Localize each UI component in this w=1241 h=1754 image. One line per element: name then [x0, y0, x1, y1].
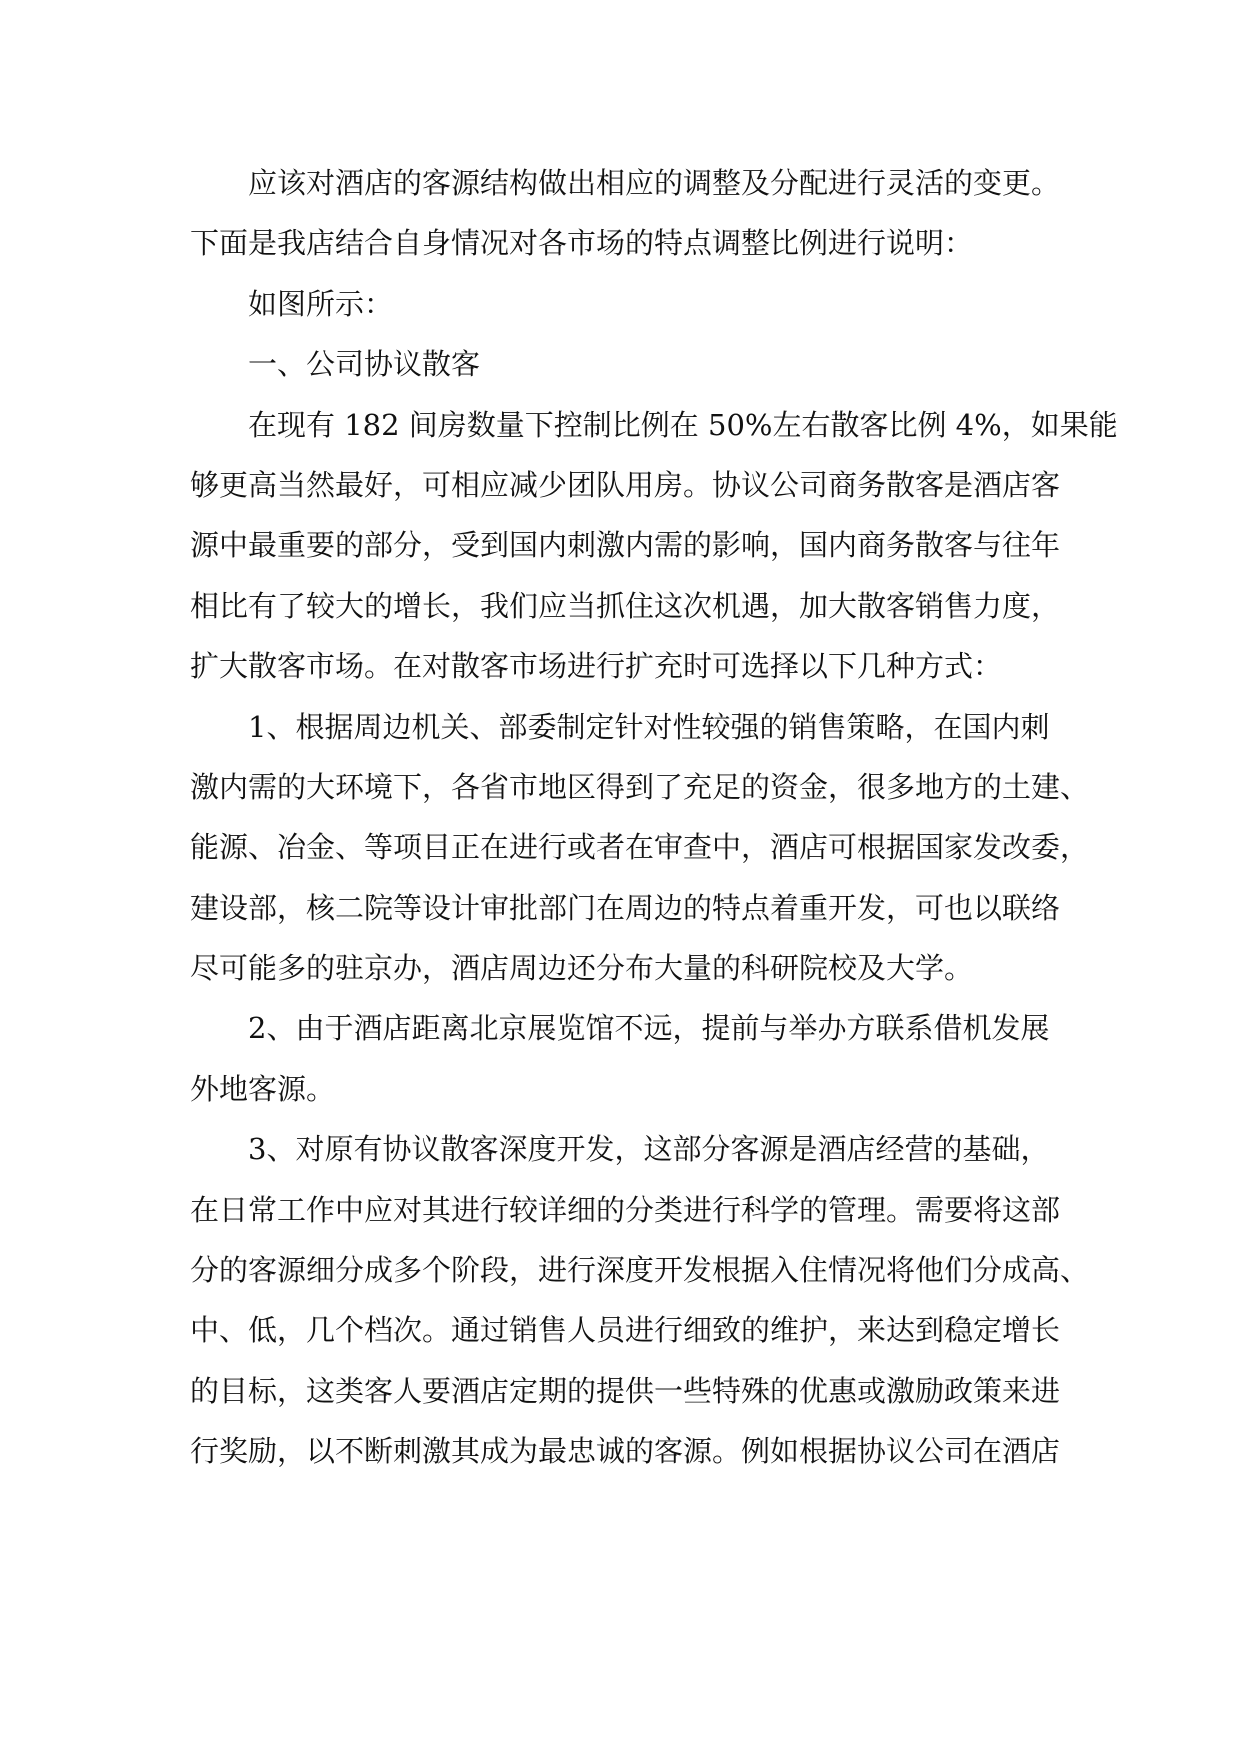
list-item-line: 分的客源细分成多个阶段，进行深度开发根据入住情况将他们分成高、 [190, 1253, 1090, 1288]
paragraph-line: 应该对酒店的客源结构做出相应的调整及分配进行灵活的变更。 [248, 166, 1061, 200]
list-item-line: 1、根据周边机关、部委制定针对性较强的销售策略，在国内刺 [248, 709, 1050, 744]
list-item-line: 外地客源。 [190, 1071, 336, 1106]
list-item-line: 3、对原有协议散客深度开发，这部分客源是酒店经营的基础， [248, 1132, 1050, 1167]
paragraph-line: 相比有了较大的增长，我们应当抓住这次机遇，加大散客销售力度， [190, 588, 1061, 623]
paragraph-line: 如图所示： [248, 286, 394, 321]
section-heading: 一、公司协议散客 [248, 347, 481, 382]
list-item-line: 在日常工作中应对其进行较详细的分类进行科学的管理。需要将这部 [190, 1192, 1061, 1227]
paragraph-line: 源中最重要的部分，受到国内刺激内需的影响，国内商务散客与往年 [190, 528, 1061, 563]
paragraph-line: 够更高当然最好，可相应减少团队用房。协议公司商务散客是酒店客 [190, 467, 1061, 502]
paragraph-line: 下面是我店结合自身情况对各市场的特点调整比例进行说明： [190, 226, 974, 261]
list-item-line: 的目标，这类客人要酒店定期的提供一些特殊的优惠或激励政策来进 [190, 1373, 1061, 1408]
list-item-line: 中、低，几个档次。通过销售人员进行细致的维护，来达到稳定增长 [190, 1313, 1061, 1348]
document-body [190, 153, 1118, 1482]
list-item-line: 能源、冶金、等项目正在进行或者在审查中，酒店可根据国家发改委， [190, 830, 1090, 865]
list-item-line: 激内需的大环境下，各省市地区得到了充足的资金，很多地方的土建、 [190, 769, 1090, 804]
list-item-line: 2、由于酒店距离北京展览馆不远，提前与举办方联系借机发展 [248, 1011, 1050, 1046]
list-item-line: 建设部，核二院等设计审批部门在周边的特点着重开发，可也以联络 [190, 890, 1061, 925]
list-item-line: 行奖励，以不断刺激其成为最忠诚的客源。例如根据协议公司在酒店 [190, 1434, 1061, 1469]
list-item-line: 尽可能多的驻京办，酒店周边还分布大量的科研院校及大学。 [190, 951, 974, 986]
paragraph-line: 扩大散客市场。在对散客市场进行扩充时可选择以下几种方式： [190, 649, 1003, 684]
paragraph-line: 在现有 182 间房数量下控制比例在 50%左右散客比例 4%，如果能 [248, 407, 1118, 442]
